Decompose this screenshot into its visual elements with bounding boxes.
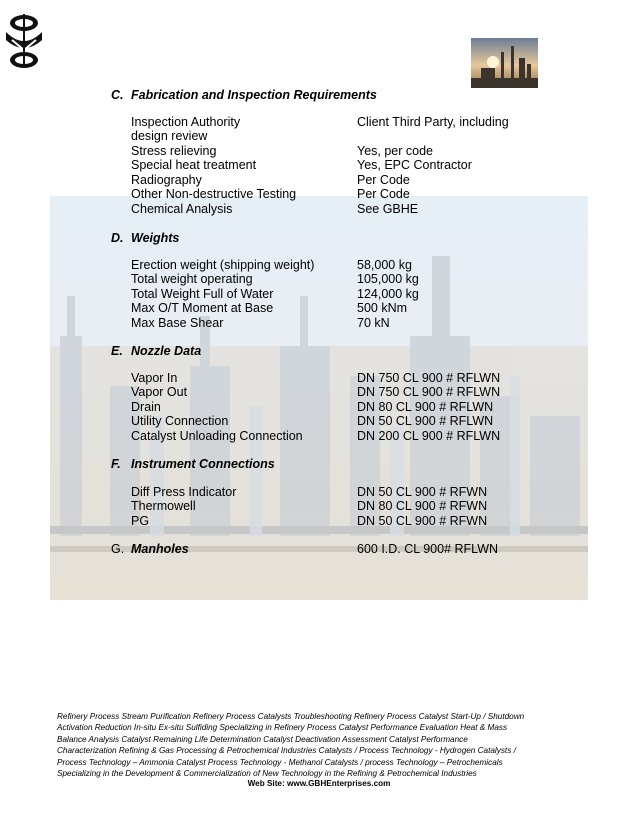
spec-row xyxy=(131,187,410,201)
spec-value: Yes, EPC Contractor xyxy=(357,158,472,172)
spec-label: Total Weight Full of Water xyxy=(131,287,274,301)
spec-label: Inspection Authority xyxy=(131,115,241,129)
footer-line: Refinery Process Stream Purification Refinery Process Catalysts Troubleshooting Refinery Process Catalyst Start-Up / Shutdown xyxy=(57,712,525,721)
spec-row xyxy=(131,485,488,499)
spec-value: DN 750 CL 900 # RFLWN xyxy=(357,385,501,399)
spec-row xyxy=(131,371,501,385)
spec-label: Erection weight (shipping weight) xyxy=(131,258,315,272)
section-title: Fabrication and Inspection Requirements xyxy=(131,88,377,102)
section-letter: E. xyxy=(111,344,123,358)
spec-label: Max O/T Moment at Base xyxy=(131,301,274,315)
spec-value: Per Code xyxy=(357,173,410,187)
footer-line: Specializing in the Development & Commercialization of New Technology in the Refining & Petrochemical Industries xyxy=(57,769,477,779)
spec-value: Yes, per code xyxy=(357,144,433,158)
spec-value: 70 kN xyxy=(357,316,390,330)
section-title: Weights xyxy=(131,231,180,245)
spec-label: Max Base Shear xyxy=(131,316,224,330)
section-heading-d xyxy=(111,231,179,245)
manholes-value: 600 I.D. CL 900# RFLWN xyxy=(357,542,499,556)
spec-row xyxy=(131,258,412,272)
spec-row xyxy=(131,316,390,330)
section-title: Manholes xyxy=(131,542,189,556)
footer-line: Balance Analysis Catalyst Remaining Life Determination Catalyst Deactivation Assessment Catalyst Performance xyxy=(57,734,468,744)
spec-value: DN 80 CL 900 # RFLWN xyxy=(357,400,494,414)
footer-services-text xyxy=(57,711,592,779)
spec-label: Vapor Out xyxy=(131,385,188,399)
section-title: Nozzle Data xyxy=(131,344,202,358)
spec-row xyxy=(131,287,419,301)
footer-line: Process Technology – Ammonia Catalyst Process Technology - Methanol Catalysts / process Technology – Petrochemicals xyxy=(57,757,503,767)
section-heading-g xyxy=(111,542,189,556)
spec-row xyxy=(131,429,501,443)
spec-label: Vapor In xyxy=(131,371,178,385)
section-heading-e xyxy=(111,344,201,358)
spec-row xyxy=(131,173,410,187)
spec-value: Per Code xyxy=(357,187,410,201)
section-letter: F. xyxy=(111,457,121,471)
footer-line: Characterization Refining & Gas Processing & Petrochemical Industries Catalysts / Process Technology - Hydrogen Catalysts / xyxy=(57,746,516,756)
spec-value: Client Third Party, including xyxy=(357,115,509,129)
spec-label: Special heat treatment xyxy=(131,158,257,172)
spec-label: Diff Press Indicator xyxy=(131,485,237,499)
spec-row xyxy=(131,514,488,528)
section-heading-f xyxy=(111,457,275,471)
spec-row xyxy=(131,144,433,158)
spec-label: design review xyxy=(131,129,208,143)
spec-value: DN 50 CL 900 # RFWN xyxy=(357,485,488,499)
spec-row xyxy=(131,272,419,286)
spec-label: Stress relieving xyxy=(131,144,217,158)
spec-label: Other Non-destructive Testing xyxy=(131,187,297,201)
spec-label: Chemical Analysis xyxy=(131,202,233,216)
spec-label: Radiography xyxy=(131,173,202,187)
spec-value: 105,000 kg xyxy=(357,272,419,286)
spec-label: Total weight operating xyxy=(131,272,253,286)
section-letter: D. xyxy=(111,231,124,245)
spec-value: 124,000 kg xyxy=(357,287,419,301)
spec-value: See GBHE xyxy=(357,202,419,216)
website-link[interactable]: Web Site: www.GBHEnterprises.com xyxy=(247,779,391,788)
section-title: Instrument Connections xyxy=(131,457,275,471)
spec-row xyxy=(131,115,509,129)
spec-value: DN 750 CL 900 # RFLWN xyxy=(357,371,501,385)
section-letter: G. xyxy=(111,542,125,556)
spec-row xyxy=(131,414,494,428)
spec-label: Catalyst Unloading Connection xyxy=(131,429,303,443)
spec-value: 58,000 kg xyxy=(357,258,412,272)
spec-row xyxy=(131,129,207,143)
spec-row xyxy=(131,400,494,414)
section-heading-c xyxy=(111,88,377,102)
spec-label: Thermowell xyxy=(131,499,196,513)
spec-row xyxy=(131,202,419,216)
spec-label: Drain xyxy=(131,400,161,414)
spec-value: DN 80 CL 900 # RFWN xyxy=(357,499,488,513)
spec-value: DN 50 CL 900 # RFWN xyxy=(357,514,488,528)
section-letter: C. xyxy=(111,88,124,102)
spec-label: Utility Connection xyxy=(131,414,229,428)
footer-line: Activation Reduction In-situ Ex-situ Sulfiding Specializing in Refinery Process Catalyst Performance Evaluation Heat & Mass xyxy=(57,723,508,733)
spec-value: DN 200 CL 900 # RFLWN xyxy=(357,429,501,443)
spec-row xyxy=(131,158,472,172)
spec-row xyxy=(131,301,408,315)
spec-value: DN 50 CL 900 # RFLWN xyxy=(357,414,494,428)
spec-row xyxy=(131,385,501,399)
spec-label: PG xyxy=(131,514,150,528)
spec-row xyxy=(131,499,488,513)
spec-value: 500 kNm xyxy=(357,301,408,315)
